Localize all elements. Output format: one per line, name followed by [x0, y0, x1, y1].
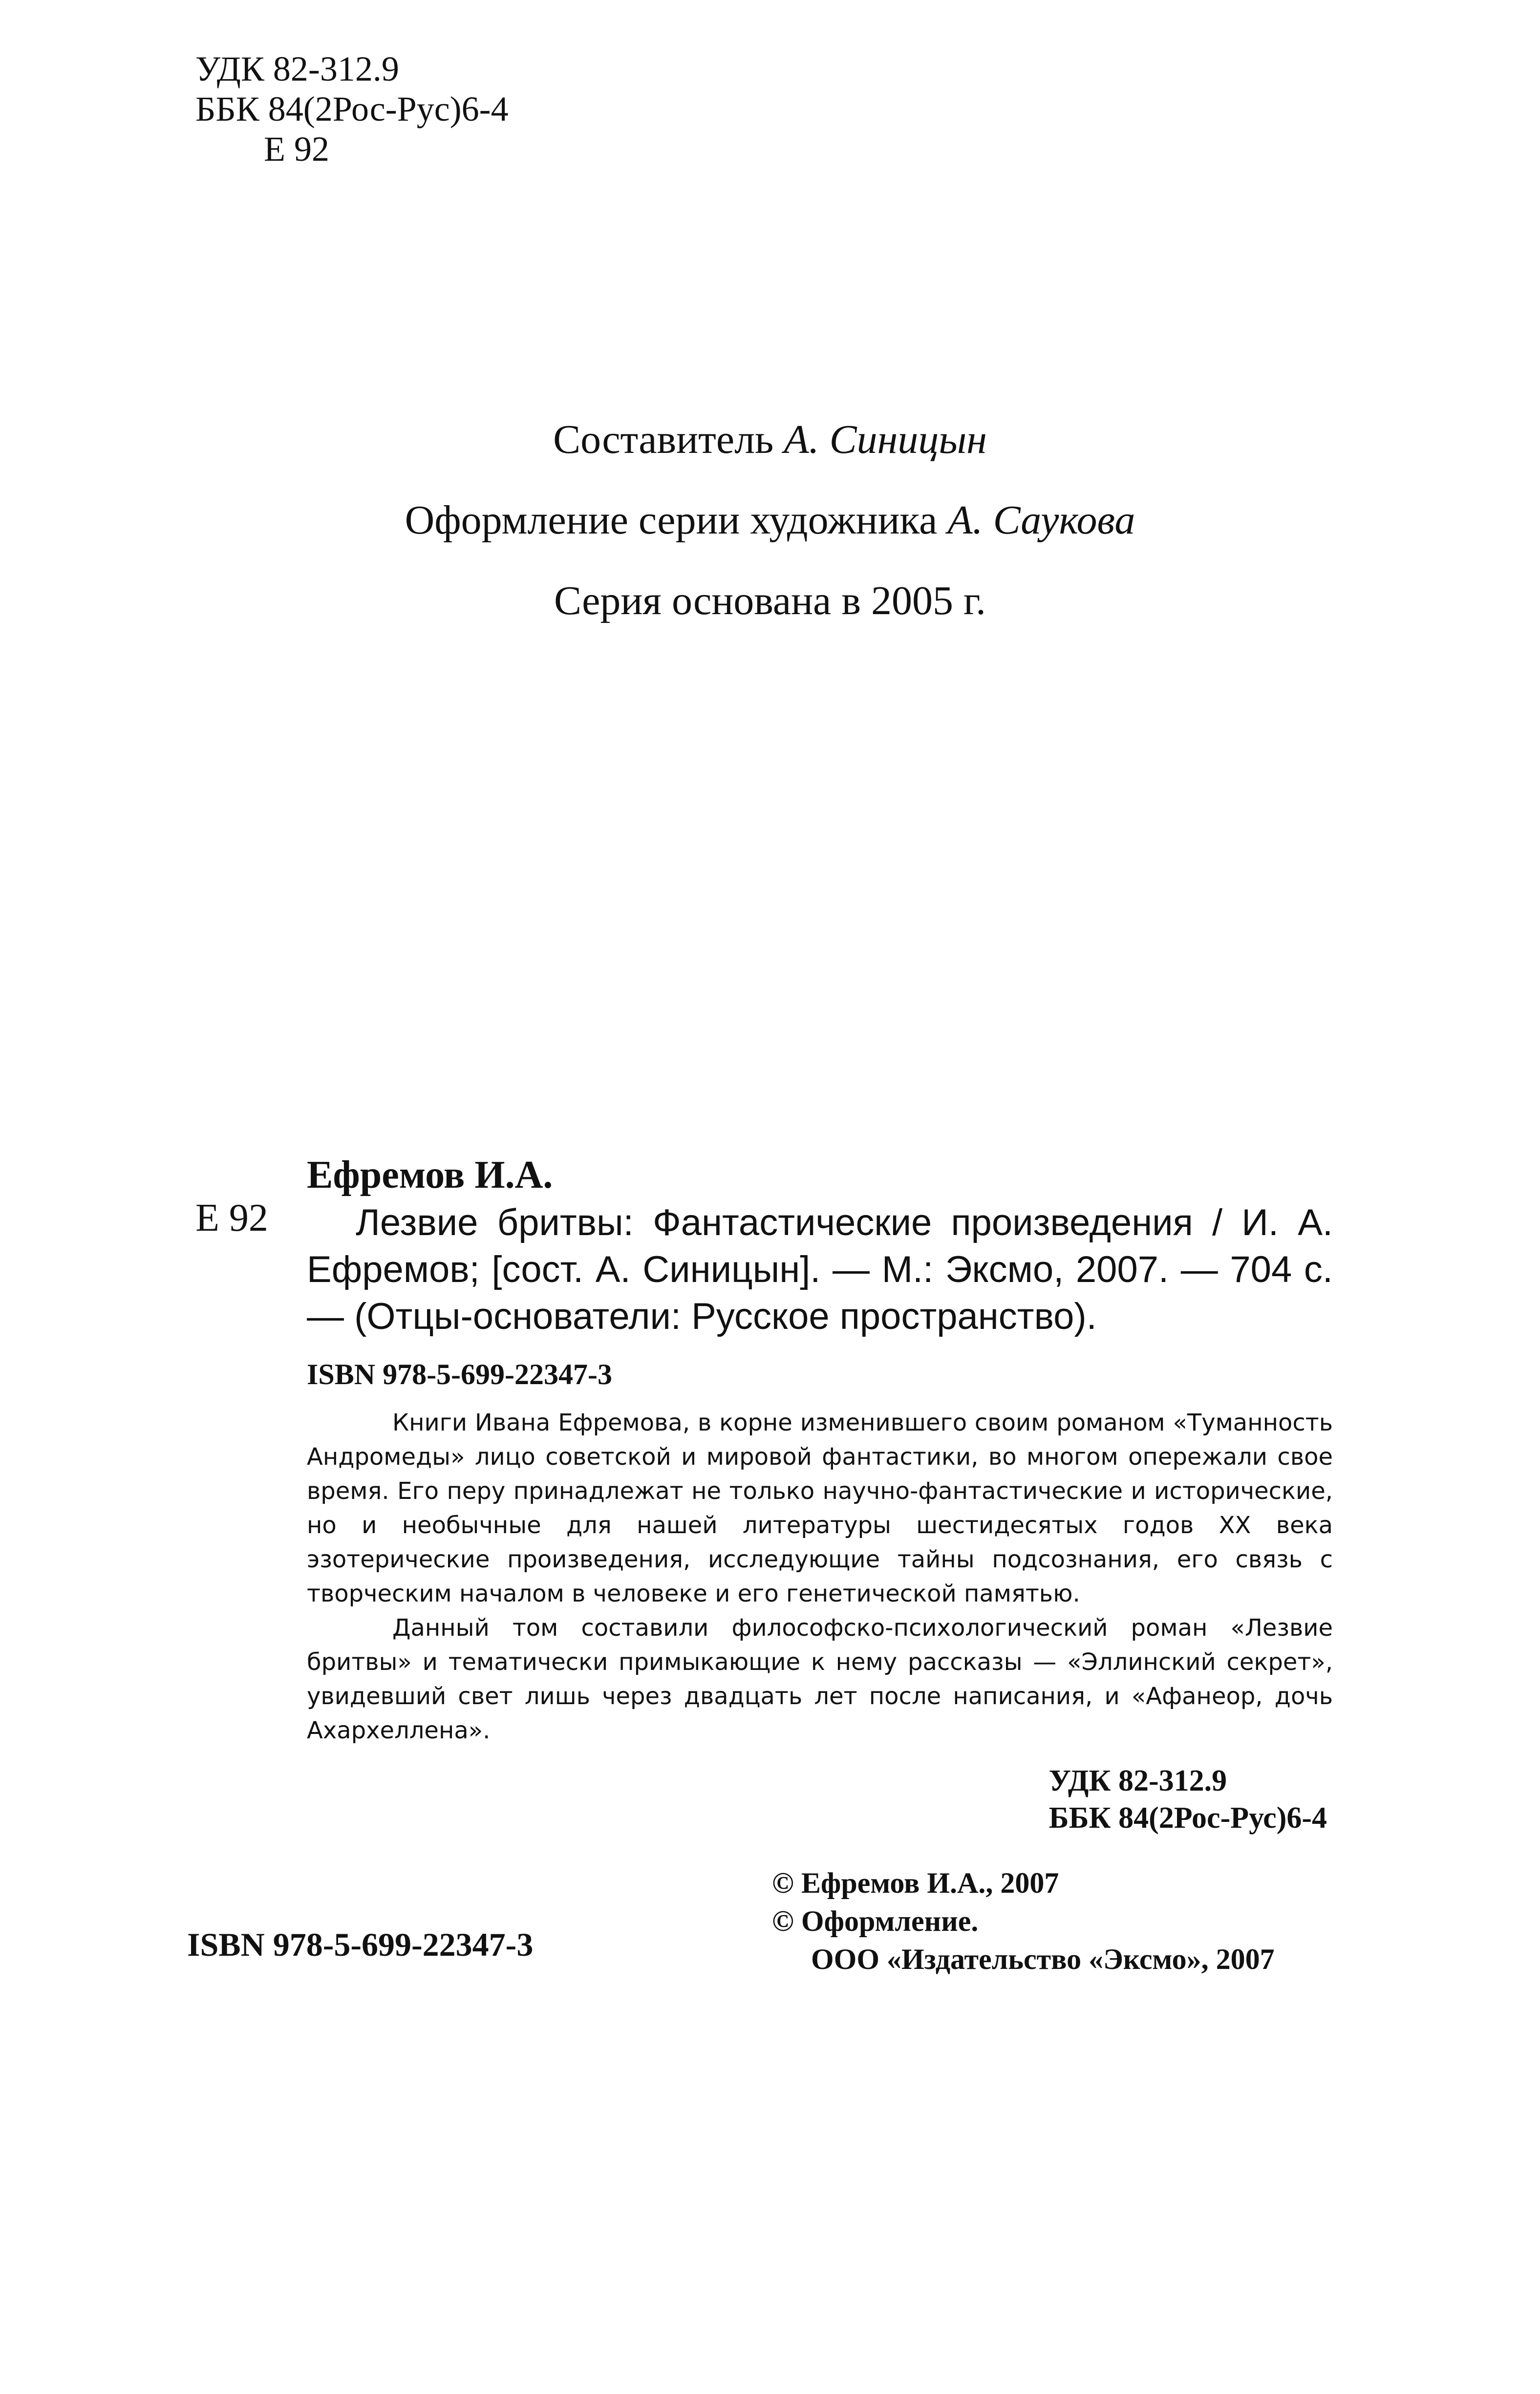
design-label: Оформление серии художника	[405, 497, 938, 543]
copyright-design: © Оформление.	[772, 1905, 979, 1937]
design-line	[0, 496, 1540, 545]
copyright-author: © Ефремов И.А., 2007	[772, 1867, 1059, 1899]
bib-author: Ефремов И.А.	[307, 1154, 553, 1197]
footer-isbn: ISBN 978-5-699-22347-3	[187, 1926, 534, 1963]
bib-udk-code: УДК 82-312.9	[1048, 1764, 1227, 1797]
annotation-paragraph: Книги Ивана Ефремова, в корне изменившего своим романом «Туманность Андромеды» лицо советской и мировой фантастики, во многом опережали свое время. Его перу принадлежат не только научно-фантастические и исторические, но и необычные для нашей литературы шестидесятых годов XX века эзотерические произведения, исследующие тайны подсознания, его связь с творческим началом в человеке и его генетической памятью.	[307, 1409, 1333, 1607]
bib-isbn: ISBN 978-5-699-22347-3	[307, 1358, 612, 1390]
bib-bbk-code: ББК 84(2Рос-Рус)6-4	[1048, 1801, 1327, 1835]
bib-author-mark: Е 92	[195, 1197, 268, 1240]
copyright-publisher: ООО «Издательство «Эксмо», 2007	[811, 1943, 1275, 1975]
compiler-line	[0, 415, 1540, 464]
author-mark-code: Е 92	[264, 129, 329, 169]
bib-classification-codes	[307, 1762, 1333, 1837]
annotation	[307, 1406, 1333, 1748]
series-founded-line: Серия основана в 2005 г.	[554, 578, 986, 623]
bib-description: Лезвие бритвы: Фантастические произведения / И. А. Ефремов; [сост. А. Синицын]. — М.: Эксмо, 2007. — 704 с. — (Отцы-основатели: Русское пространство).	[307, 1202, 1333, 1337]
annotation-paragraph: Данный том составили философско-психологический роман «Лезвие бритвы» и тематически примыкающие к нему рассказы — «Эллинский секрет», увидевший свет лишь через двадцать лет после написания, и «Афанеор, дочь Ахархеллена».	[307, 1614, 1333, 1744]
compiler-label: Составитель	[553, 417, 774, 462]
udk-code: УДК 82-312.9	[195, 49, 399, 88]
bbk-code: ББК 84(2Рос-Рус)6-4	[195, 89, 509, 128]
compiler-name: А. Синицын	[784, 417, 987, 462]
bibliographic-entry	[307, 1151, 1333, 1837]
catalog-codes-top	[195, 49, 509, 169]
copyright-block	[772, 1864, 1275, 1978]
designer-name: А. Саукова	[947, 497, 1135, 543]
